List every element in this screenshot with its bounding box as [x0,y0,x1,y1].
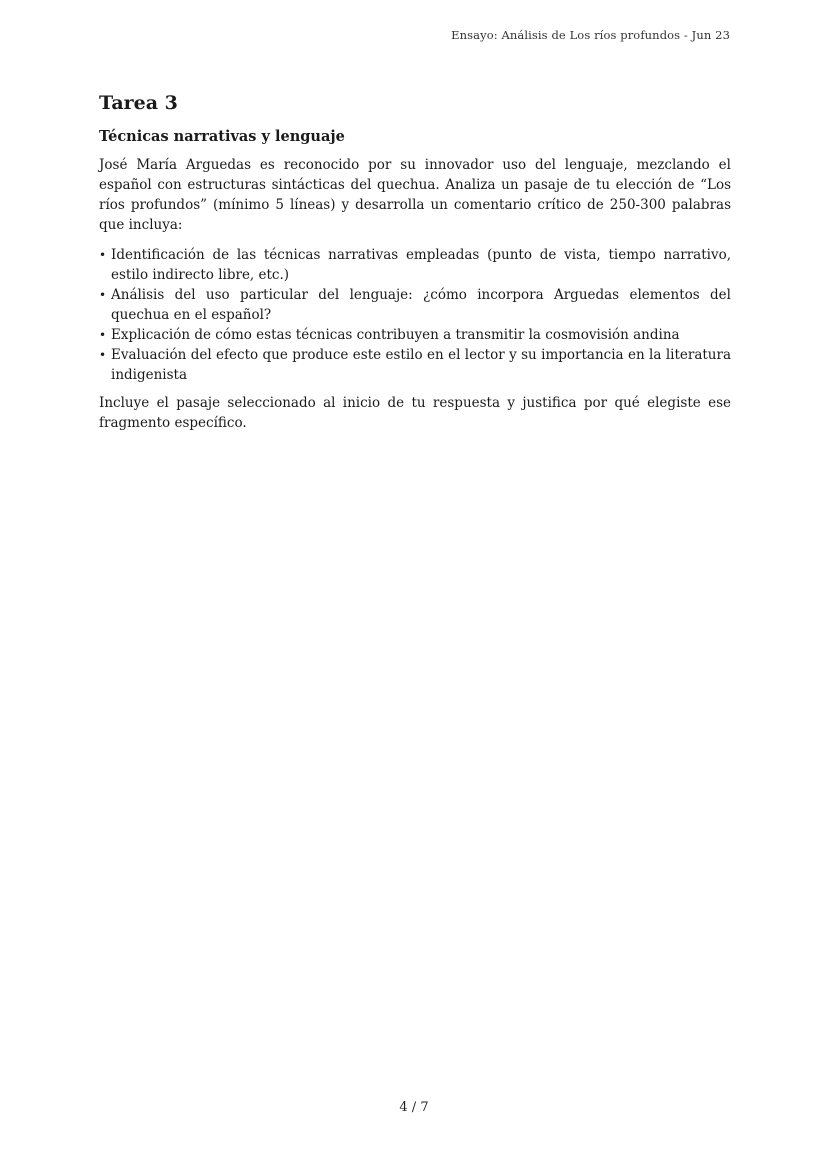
bullet-icon: • [99,348,107,362]
section-title: Técnicas narrativas y lenguaje [99,128,345,145]
list-item-text: Análisis del uso particular del lenguaje: ¿cómo incorpora Arguedas elementos del quechua en el español? [111,287,731,323]
list-item [99,325,731,345]
bullet-icon: • [99,248,107,262]
requirements-list [99,245,731,385]
page-number: 4 / 7 [399,1100,429,1115]
task-title: Tarea 3 [99,92,178,114]
list-item-text: Evaluación del efecto que produce este estilo en el lector y su importancia en la literatura indigenista [111,347,731,383]
task-intro-paragraph: José María Arguedas es reconocido por su innovador uso del lenguaje, mezclando el español con estructuras sintácticas del quechua. Analiza un pasaje de tu elección de “Los ríos profundos” (mínimo 5 líneas) y desarrolla un comentario crítico de 250-300 palabras que incluya: [99,157,731,233]
list-item-text: Explicación de cómo estas técnicas contribuyen a transmitir la cosmovisión andina [111,327,680,343]
bullet-icon: • [99,328,107,342]
running-header: Ensayo: Análisis de Los ríos profundos - Jun 23 [451,28,730,42]
list-item [99,345,731,385]
page-content [99,92,731,443]
list-item-text: Identificación de las técnicas narrativas empleadas (punto de vista, tiempo narrativo, estilo indirecto libre, etc.) [111,247,731,283]
bullet-icon: • [99,288,107,302]
list-item [99,245,731,285]
list-item [99,285,731,325]
task-closing-paragraph: Incluye el pasaje seleccionado al inicio de tu respuesta y justifica por qué elegiste ese fragmento específico. [99,395,731,431]
